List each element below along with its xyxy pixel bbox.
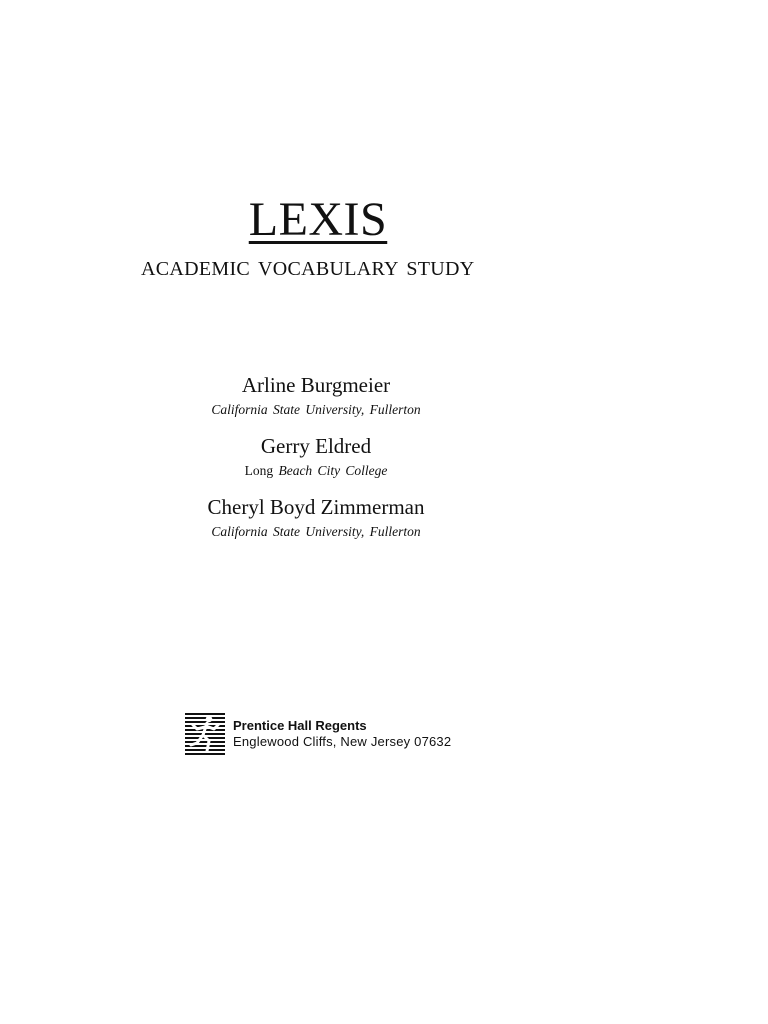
publisher-text: [233, 718, 451, 750]
affiliation-rest: Beach City College: [278, 463, 388, 478]
author-name: Gerry Eldred: [260, 434, 372, 458]
author-name: Cheryl Boyd Zimmerman: [207, 495, 425, 519]
author-block: [0, 372, 632, 419]
book-subtitle: ACADEMIC VOCABULARY STUDY: [141, 258, 475, 280]
publisher-address: Englewood Cliffs, New Jersey 07632: [233, 734, 452, 749]
book-title-text: LEXIS: [248, 193, 388, 246]
publisher-name: Prentice Hall Regents: [233, 718, 367, 733]
author-affiliation: [0, 462, 632, 480]
prentice-hall-logo-icon: [185, 713, 225, 755]
author-block: [0, 433, 632, 480]
author-affiliation: California State University, Fullerton: [211, 524, 421, 539]
publisher-imprint: [185, 713, 451, 755]
affiliation-prefix: Long: [244, 463, 274, 478]
author-block: [0, 494, 632, 541]
author-name: Arline Burgmeier: [241, 373, 391, 397]
author-affiliation: California State University, Fullerton: [211, 402, 421, 417]
book-title: [0, 192, 636, 248]
